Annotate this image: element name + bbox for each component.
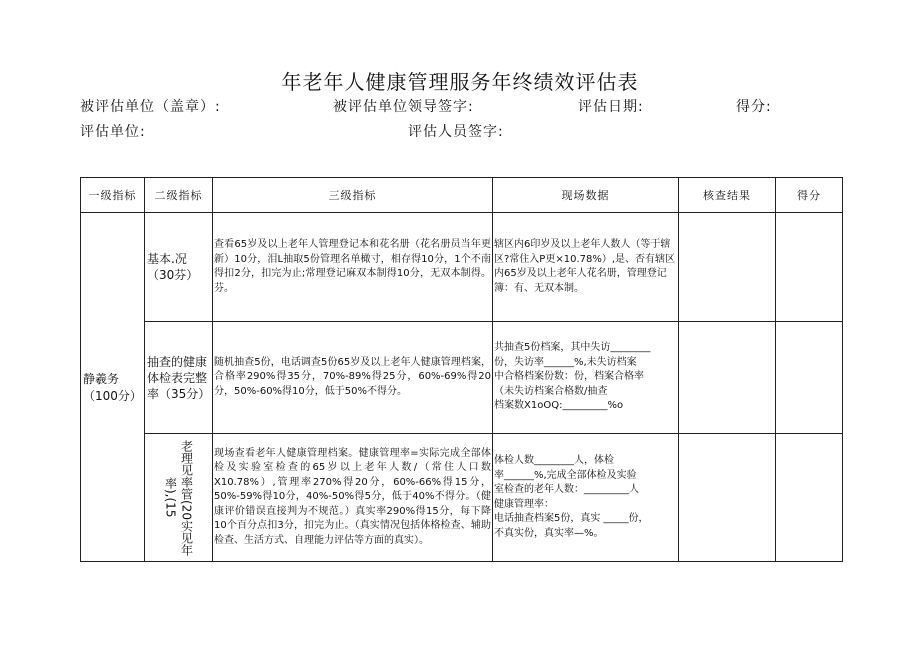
evaluation-table [80,177,843,562]
score-cell[interactable] [776,434,843,562]
table-header-row [81,178,843,213]
field-data-line: 份，失访率______%,未失访档案 [494,356,637,368]
field-data-cell [493,434,679,562]
level3-cell: 随机抽查5份，电话调查5份65岁及以上老年人健康管理档案，合格率290%得35分，70%-89%得25分，60%-69%得20分，50%-60%得10分，低于50%不得分。 [213,322,493,434]
level3-cell: 现场查看老年人健康管理档案。健康管理率=实际完成全部体检及实验室检查的65岁以上老年人数/（常住人口数X10.78%）,管理率270%得20分，60%-66%得15分，50%-59%得10分，40%-50%得5分，低于40%不得分。（健康评价错误直接判为不规范。）真实率290%得15分，每下降10个百分点扣3分，扣完为止。（真实情况包括体格检查、辅助检查、生活方式、自理能力评估等方面的真实）。 [213,434,493,562]
page-title: 年老年人健康管理服务年终绩效评估表 [281,70,639,94]
level3-cell: 查看65岁及以上老年人管理登记本和花名册（花名册员当年更新）10分，泪L抽取5份管理名单橄寸，相存得10分，1个不南得扣2分，扣完为止;常理登记麻双本制得10分，无双本制得。芬。 [213,213,493,322]
score-cell[interactable] [776,322,843,434]
table-row [81,322,843,434]
level2-cell [145,434,213,562]
table-row [81,434,843,562]
score-cell[interactable] [776,213,843,322]
field-data-cell: 辖区内6印岁及以上老年人数人（等于辖区?常住入P更×10.78%）,是、否有辖区内65岁及以上老年人花名册，管理登记簿：有、无双本制。 [493,213,679,322]
eval-date-label: 评估日期: [578,99,644,115]
table-row [81,213,843,322]
level2-cell: 基本.况（30芬） [145,213,213,322]
level1-cell: 静羲务（100分） [81,213,145,562]
field-data-line: 健康管理率： [494,498,554,510]
leader-signature-label: 被评估单位领导签字: [333,99,474,115]
evaluated-unit-label: 被评估单位（盖章）: [80,99,221,115]
score-label: 得分: [736,99,772,115]
field-data-line: 室检查的老年人数：_________人 [494,484,639,495]
header-level3: 三级指标 [213,178,493,213]
header-check-result: 核查结果 [679,178,776,213]
level2-cell: 抽查的健康体检表完整率（35分） [145,322,213,434]
header-level1: 一级指标 [81,178,145,213]
check-result-cell[interactable] [679,322,776,434]
field-data-line: （未失访档案合格数/抽查 [494,385,608,397]
field-data-line: 档案数X1oOQ:_________%o [494,400,624,412]
check-result-cell[interactable] [679,434,776,562]
field-data-cell [493,322,679,434]
field-data-line: 不真实份，真实率—%。 [494,527,604,539]
header-score: 得分 [776,178,843,213]
check-result-cell[interactable] [679,213,776,322]
level2-vertical-text: 老理见率管(20实见年率),(15 [163,439,194,556]
evaluator-signature-label: 评估人员签字: [408,124,504,140]
field-data-line: 中合格档案份数：份，档案合格率 [494,371,644,383]
header-level2: 二级指标 [145,178,213,213]
field-data-line: 率______%,完成全部体检及实验 [494,469,637,481]
eval-unit-label: 评估单位: [80,124,146,140]
field-data-line: 体检人数________人，体检 [494,455,614,466]
field-data-line: 电话抽查档案5份，真实 _____份， [494,513,649,524]
field-data-line: 共抽查5份档案，其中失访________ [494,342,651,354]
header-field-data: 现场数据 [493,178,679,213]
